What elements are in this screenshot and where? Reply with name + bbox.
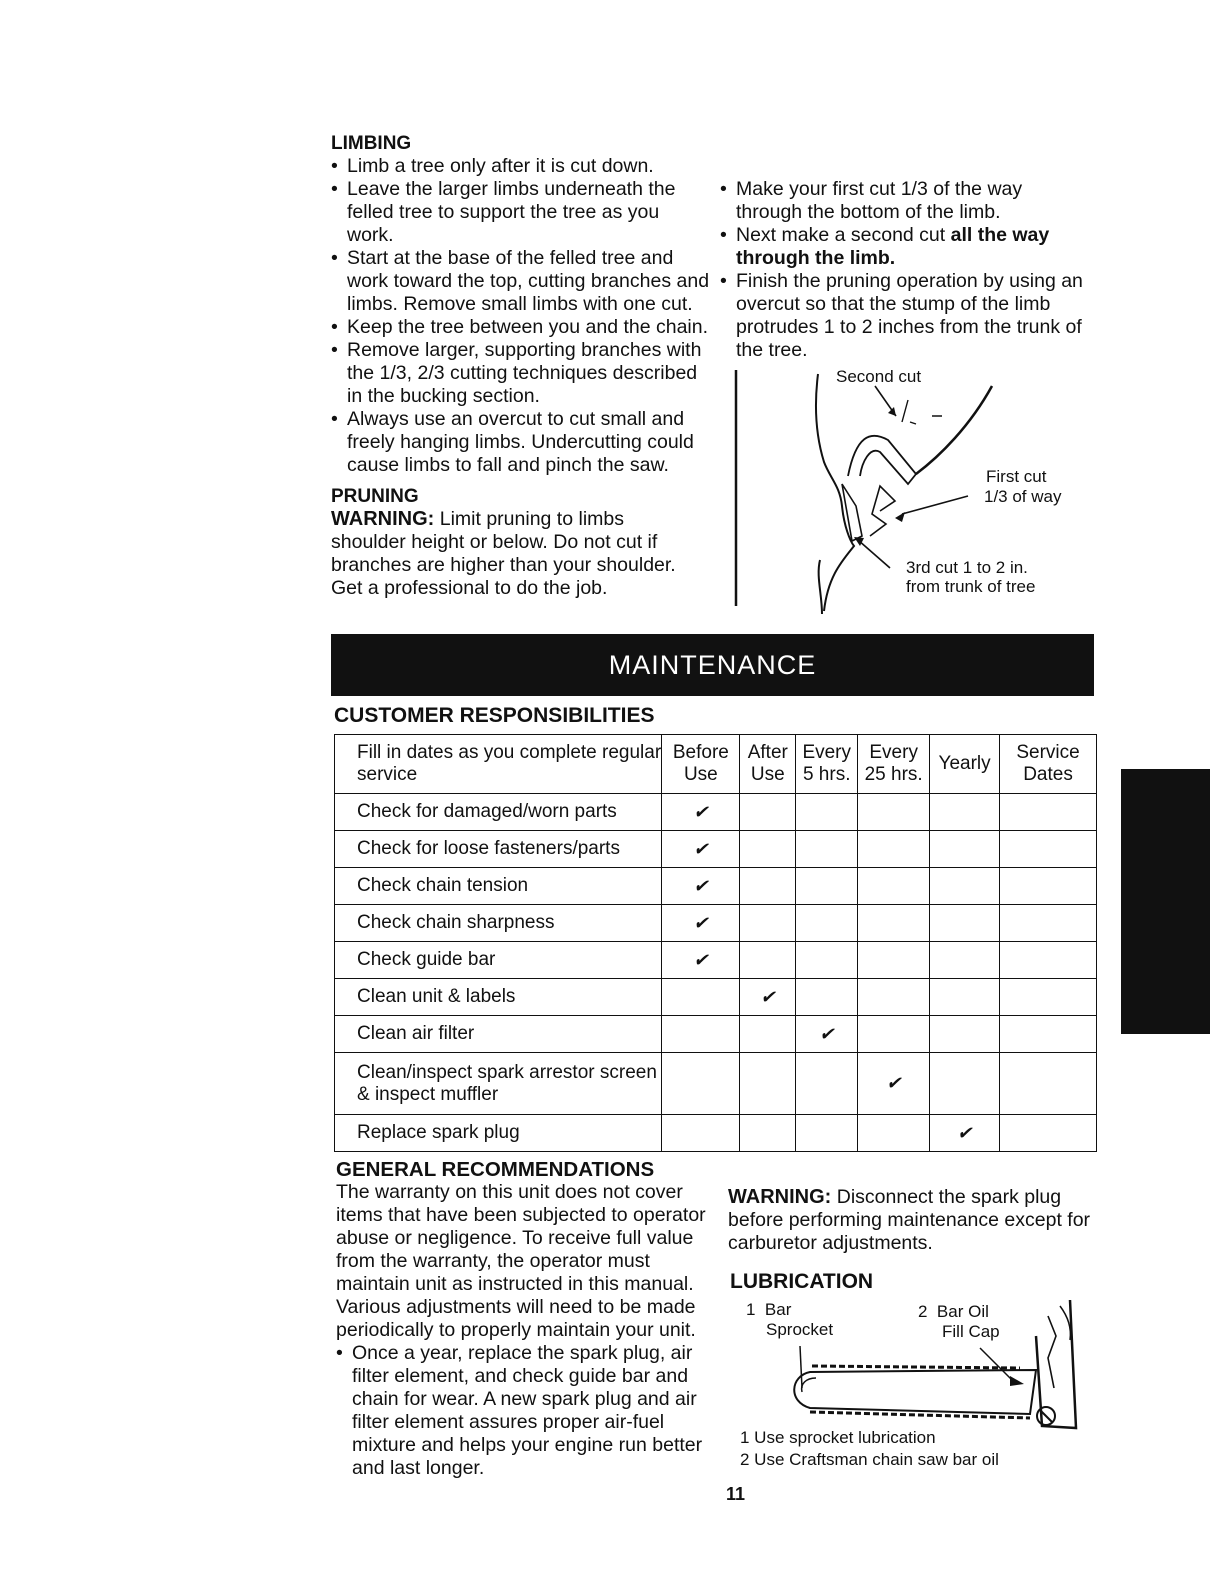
- empty-cell: [740, 868, 796, 905]
- empty-cell: [796, 942, 858, 979]
- empty-cell: [740, 831, 796, 868]
- list-item: • Finish the pruning operation by using an overcut so that the stump of the limb protrudes 1 to 2 inches from the trunk of the tree.: [720, 270, 1092, 362]
- empty-cell: [930, 942, 1000, 979]
- check-mark-cell: ✔: [662, 831, 740, 868]
- empty-cell: [740, 905, 796, 942]
- table-row: [335, 831, 1097, 868]
- task-cell: Check guide bar: [335, 942, 662, 979]
- service-date-cell: [1000, 942, 1097, 979]
- bullet-bold-text: all the way through the limb.: [736, 224, 1050, 269]
- lubrication-note-2: 2 Use Craftsman chain saw bar oil: [740, 1450, 999, 1469]
- second-cut-label: Second cut: [836, 367, 922, 386]
- empty-cell: [796, 979, 858, 1016]
- empty-cell: [858, 831, 930, 868]
- table-row: [335, 794, 1097, 831]
- check-mark-cell: ✔: [662, 905, 740, 942]
- empty-cell: [858, 794, 930, 831]
- list-item: • Start at the base of the felled tree and work toward the top, cutting branches and limbs. Remove small limbs with one cut.: [331, 247, 711, 316]
- customer-responsibilities-heading: CUSTOMER RESPONSIBILITIES: [334, 704, 655, 727]
- table-row: [335, 868, 1097, 905]
- task-cell: Clean/inspect spark arrestor screen & inspect muffler: [335, 1053, 662, 1115]
- empty-cell: [662, 1115, 740, 1152]
- maintenance-warning: [728, 1186, 1094, 1255]
- table-row: [335, 1016, 1097, 1053]
- task-cell: Check for damaged/worn parts: [335, 794, 662, 831]
- pruning-warning-label: WARNING:: [331, 508, 435, 530]
- empty-cell: [796, 831, 858, 868]
- third-cut-label: 3rd cut 1 to 2 in.: [906, 558, 1028, 577]
- empty-cell: [740, 1053, 796, 1115]
- service-date-cell: [1000, 979, 1097, 1016]
- task-cell: Check chain sharpness: [335, 905, 662, 942]
- empty-cell: [858, 1115, 930, 1152]
- chain-saw-bar-illustration: [780, 1296, 1080, 1432]
- service-date-cell: [1000, 831, 1097, 868]
- list-item: • Always use an overcut to cut small and freely hanging limbs. Undercutting could cause limbs to fall and pinch the saw.: [331, 408, 711, 477]
- list-item: [720, 224, 1092, 270]
- empty-cell: [740, 942, 796, 979]
- empty-cell: [930, 1016, 1000, 1053]
- empty-cell: [930, 979, 1000, 1016]
- service-date-cell: [1000, 905, 1097, 942]
- check-mark-cell: ✔: [662, 942, 740, 979]
- empty-cell: [930, 794, 1000, 831]
- task-cell: Clean air filter: [335, 1016, 662, 1053]
- pruning-steps: [720, 178, 1092, 362]
- empty-cell: [662, 1016, 740, 1053]
- check-mark-cell: ✔: [796, 1016, 858, 1053]
- task-cell: Check for loose fasteners/parts: [335, 831, 662, 868]
- empty-cell: [796, 794, 858, 831]
- limbing-heading: LIMBING: [331, 133, 412, 154]
- warning-label: WARNING:: [728, 1186, 832, 1208]
- check-mark-cell: ✔: [930, 1115, 1000, 1152]
- header-every-5-hrs: Every 5 hrs.: [796, 735, 858, 794]
- service-date-cell: [1000, 1115, 1097, 1152]
- list-item: • Remove larger, supporting branches with the 1/3, 2/3 cutting techniques described in the bucking section.: [331, 339, 711, 408]
- header-before-use: Before Use: [662, 735, 740, 794]
- service-date-cell: [1000, 868, 1097, 905]
- list-item: • Make your first cut 1/3 of the way through the bottom of the limb.: [720, 178, 1092, 224]
- empty-cell: [858, 868, 930, 905]
- header-service-dates: Service Dates: [1000, 735, 1097, 794]
- first-cut-label-2: 1/3 of way: [984, 487, 1062, 506]
- general-paragraph: The warranty on this unit does not cover items that have been subjected to operator abuse or negligence. To receive full value from the warranty, the operator must maintain unit as instructed in this manual. Various adjustments will need to be made periodically to properly maintain your unit.: [336, 1181, 706, 1341]
- warning-text: Disconnect the spark plug before performing maintenance except for carburetor adjustments.: [728, 1186, 1091, 1254]
- service-date-cell: [1000, 1016, 1097, 1053]
- empty-cell: [858, 905, 930, 942]
- limbing-list: [331, 155, 711, 477]
- check-mark-cell: ✔: [662, 868, 740, 905]
- table-row: [335, 905, 1097, 942]
- general-recommendations: [336, 1158, 716, 1480]
- empty-cell: [662, 979, 740, 1016]
- bar-sprocket-label: 1 Bar Sprocket: [746, 1300, 834, 1339]
- check-mark-cell: ✔: [740, 979, 796, 1016]
- bar-oil-fill-cap-label: 2 Bar Oil Fill Cap: [918, 1302, 1000, 1341]
- list-item: • Keep the tree between you and the chain.: [331, 316, 711, 339]
- pruning-warning-text: Limit pruning to limbs shoulder height or below. Do not cut if branches are higher than your shoulder. Get a professional to do the job.: [331, 508, 676, 599]
- list-item: • Limb a tree only after it is cut down.: [331, 155, 711, 178]
- table-body: [335, 794, 1097, 1152]
- header-yearly: Yearly: [930, 735, 1000, 794]
- service-date-cell: [1000, 794, 1097, 831]
- third-cut-label-2: from trunk of tree: [906, 577, 1036, 596]
- empty-cell: [796, 1053, 858, 1115]
- check-mark-cell: ✔: [858, 1053, 930, 1115]
- header-every-25-hrs: Every 25 hrs.: [858, 735, 930, 794]
- task-cell: Replace spark plug: [335, 1115, 662, 1152]
- lubrication-heading: LUBRICATION: [730, 1270, 874, 1293]
- service-date-cell: [1000, 1053, 1097, 1115]
- empty-cell: [740, 1115, 796, 1152]
- list-item: • Leave the larger limbs underneath the felled tree to support the tree as you work.: [331, 178, 711, 247]
- table-row: [335, 942, 1097, 979]
- general-heading: GENERAL RECOMMENDATIONS: [336, 1158, 655, 1181]
- bullet-text: Next make a second cut: [736, 224, 951, 246]
- empty-cell: [858, 979, 930, 1016]
- table-header-row: [335, 735, 1097, 794]
- check-mark-cell: ✔: [662, 794, 740, 831]
- task-cell: Clean unit & labels: [335, 979, 662, 1016]
- maintenance-band: MAINTENANCE: [331, 634, 1094, 696]
- table-row: [335, 1053, 1097, 1115]
- empty-cell: [930, 1053, 1000, 1115]
- empty-cell: [740, 794, 796, 831]
- header-after-use: After Use: [740, 735, 796, 794]
- table-row: [335, 1115, 1097, 1152]
- limbing-section: [331, 132, 711, 600]
- maintenance-schedule-table: [334, 734, 1097, 1152]
- list-item: • Once a year, replace the spark plug, air filter element, and check guide bar and chain for wear. A new spark plug and air filter element assures proper air-fuel mixture and helps your engine run better and last longer.: [336, 1342, 716, 1480]
- empty-cell: [796, 905, 858, 942]
- empty-cell: [858, 942, 930, 979]
- header-fill-in-dates: Fill in dates as you complete regular service: [335, 735, 662, 794]
- task-cell: Check chain tension: [335, 868, 662, 905]
- pruning-diagram: [730, 366, 1080, 616]
- empty-cell: [858, 1016, 930, 1053]
- section-tab: [1121, 769, 1210, 1034]
- empty-cell: [930, 868, 1000, 905]
- pruning-warning: [331, 508, 703, 600]
- first-cut-label: First cut: [986, 467, 1047, 486]
- page-number: 11: [726, 1484, 746, 1504]
- empty-cell: [930, 831, 1000, 868]
- table-row: [335, 979, 1097, 1016]
- lubrication-note-1: 1 Use sprocket lubrication: [740, 1428, 936, 1447]
- empty-cell: [930, 905, 1000, 942]
- empty-cell: [796, 868, 858, 905]
- empty-cell: [740, 1016, 796, 1053]
- empty-cell: [796, 1115, 858, 1152]
- empty-cell: [662, 1053, 740, 1115]
- pruning-heading: PRUNING: [331, 486, 419, 507]
